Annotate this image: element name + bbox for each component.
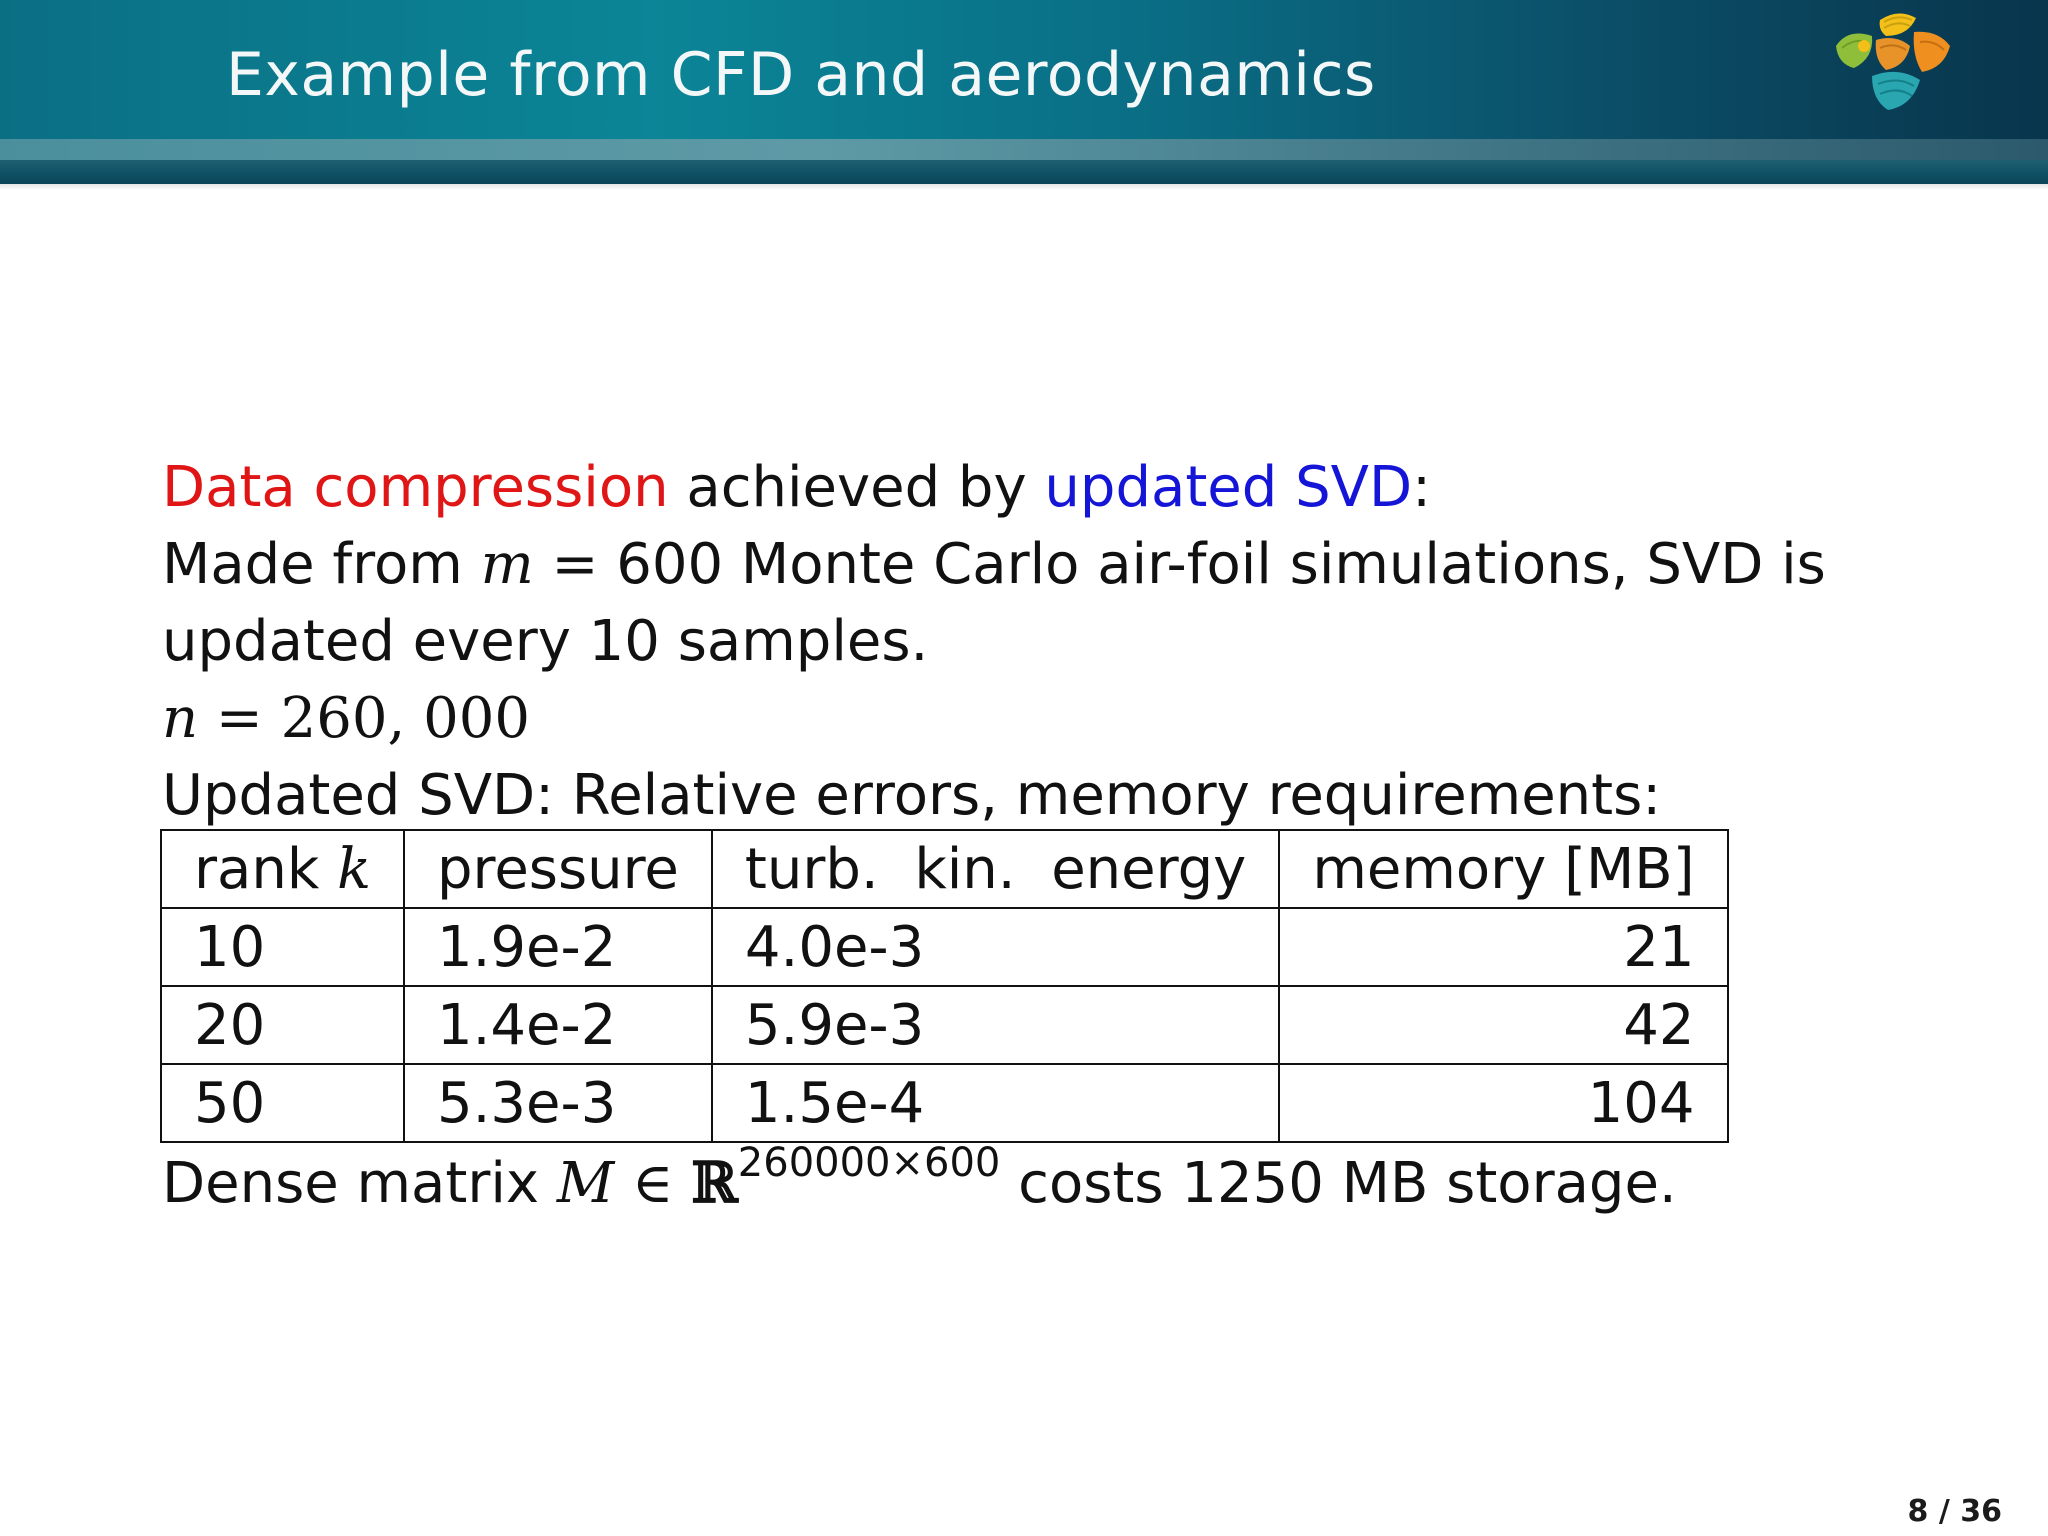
body-line-4 bbox=[162, 680, 1962, 757]
body-line-5: Updated SVD: Relative errors, memory requirements: bbox=[162, 763, 1662, 828]
body-text: achieved by bbox=[668, 455, 1045, 520]
cell-rank: 20 bbox=[161, 986, 404, 1064]
math-var: M bbox=[556, 1151, 615, 1216]
body-line-3: updated every 10 samples. bbox=[162, 609, 929, 674]
cell-turb: 1.5e-4 bbox=[712, 1064, 1279, 1142]
superscript: 260000×600 bbox=[737, 1140, 1001, 1186]
body-text: costs 1250 MB storage. bbox=[1000, 1151, 1677, 1216]
math-var: m bbox=[480, 532, 534, 597]
math-var: k bbox=[337, 836, 371, 902]
slide-title: Example from CFD and aerodynamics bbox=[226, 40, 1376, 110]
header-rank bbox=[161, 830, 404, 908]
results-table bbox=[160, 829, 1729, 1143]
header-shadow bbox=[0, 184, 2048, 190]
body-line-2 bbox=[162, 526, 1962, 603]
cell-pressure: 1.4e-2 bbox=[404, 986, 712, 1064]
table-row bbox=[161, 986, 1728, 1064]
cell-pressure: 5.3e-3 bbox=[404, 1064, 712, 1142]
body-text: Made from bbox=[162, 532, 481, 597]
cell-memory: 42 bbox=[1279, 986, 1727, 1064]
math-var: n bbox=[162, 686, 199, 751]
header-stripe bbox=[0, 139, 2048, 160]
highlight-red-text: Data compression bbox=[162, 455, 669, 520]
body-line-1 bbox=[162, 449, 1962, 526]
math-expression: = 260, 000 bbox=[198, 686, 530, 751]
cell-turb: 5.9e-3 bbox=[712, 986, 1279, 1064]
header-turb: turb. kin. energy bbox=[712, 830, 1279, 908]
page-number: 8 / 36 bbox=[1907, 1494, 2002, 1529]
cell-rank: 50 bbox=[161, 1064, 404, 1142]
math-symbol: ∈ bbox=[614, 1151, 692, 1216]
cell-rank: 10 bbox=[161, 908, 404, 986]
header-text: rank bbox=[194, 836, 338, 902]
header-stripe-lower bbox=[0, 160, 2048, 184]
header-memory: memory [MB] bbox=[1279, 830, 1727, 908]
table-header-row bbox=[161, 830, 1728, 908]
table-row bbox=[161, 1064, 1728, 1142]
cell-pressure: 1.9e-2 bbox=[404, 908, 712, 986]
cell-turb: 4.0e-3 bbox=[712, 908, 1279, 986]
highlight-blue-text: updated SVD bbox=[1044, 455, 1413, 520]
dense-matrix-line bbox=[162, 1140, 1677, 1228]
table-row bbox=[161, 908, 1728, 986]
header-pressure: pressure bbox=[404, 830, 712, 908]
kaust-logo-icon bbox=[1828, 6, 1958, 116]
body-text: = 600 Monte Carlo air-foil simulations, SVD is bbox=[533, 532, 1826, 597]
body-text: : bbox=[1412, 455, 1431, 520]
cell-memory: 21 bbox=[1279, 908, 1727, 986]
cell-memory: 104 bbox=[1279, 1064, 1727, 1142]
real-numbers-symbol: ℝ bbox=[691, 1150, 738, 1216]
body-text: Dense matrix bbox=[162, 1151, 557, 1216]
slide-body bbox=[162, 449, 1962, 834]
